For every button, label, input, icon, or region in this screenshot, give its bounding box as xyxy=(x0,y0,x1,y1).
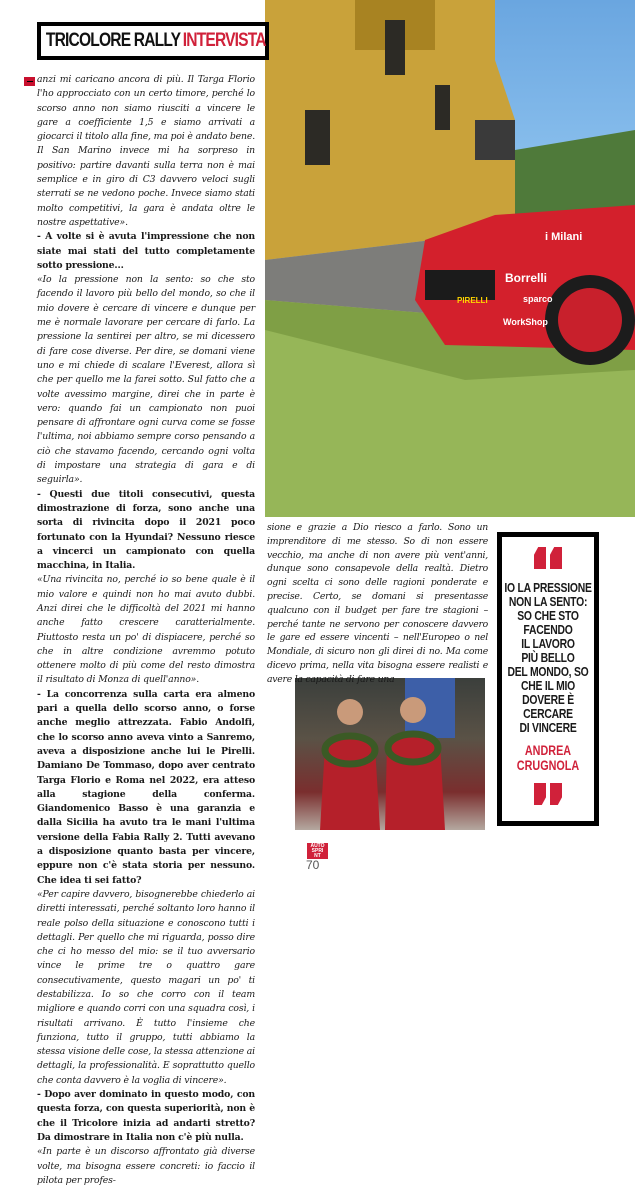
driver-head xyxy=(337,699,363,725)
rally-car-photo-illustration xyxy=(265,0,635,517)
question-paragraph: - Questi due titoli consecutivi, questa dimostrazione di forza, sono anche una sorta di rivincita dopo il 2021 poco fortunato con la Hyundai? Nessuno riesce a vincerci un campionato con quella macchina, in Italia. xyxy=(37,488,255,572)
question-paragraph: - Dopo aver dominato in questo modo, con questa forza, con questa superiorità, non è che il Tricolore inizia ad andarti stretto? Da dimostrare in Italia non c'è più nulla. xyxy=(37,1089,255,1143)
magazine-logo: AUTO SPRI NT xyxy=(307,843,328,859)
answer-paragraph: anzi mi caricano ancora di più. Il Targa Florio l'ho approcciato con un certo timore, perché lo scorso anno non siamo riusciti a vincere le gare a coefficiente 1,5 e siamo arrivati a giocarci il titolo alla fine, ma poi è andato bene. Il San Marino invece mi ha sorpreso in positivo: partire davanti sulla terra non è mai semplice e in giro di C3 davvero veloci sugli sterrati se ne vedono poche. Invece siamo stati molto competitivi, la gara è andata oltre le nostre aspettative». xyxy=(37,74,255,228)
sponsor-label: WorkShop xyxy=(503,317,548,327)
quote-close-icon xyxy=(502,783,594,805)
answer-paragraph: «Una rivincita no, perché io so bene quale è il mio valore e quindi non ho mai avuto dubbi. Anzi direi che le difficoltà del 2021 mi hanno anche fatto crescere caratterialmente. Piuttosto resta un po' di dispiacere, perché so che in altre condizione avremmo potuto ottenere molto di più come del resto dimostra il risultato di Monza di quell'anno». xyxy=(37,574,255,686)
codriver-head xyxy=(400,697,426,723)
answer-paragraph: sione e grazie a Dio riesco a farlo. Sono un imprenditore di me stesso. So di non essere vecchio, ma anche di non avere più vent'anni, dunque sono consapevole della realtà. Dietro ogni scelta ci sono delle ragioni ponderate e precise. Certo, se domani si presentasse qualcuno con il budget per fare tre stagioni – perché tante ne servono per conoscere davvero le gare ed essere vincenti – nell'Europeo o nel Mondiale, di sicuro non gli direi di no. Ma come dicevo prima, nella vita bisogna essere realisti e avere la capacità di fare una xyxy=(267,522,488,685)
sponsor-label: Borrelli xyxy=(505,271,548,285)
page-number: 70 xyxy=(306,858,320,872)
answer-paragraph: «Io la pressione non la sento: so che sto facendo il lavoro più bello del mondo, so che il mio dovere è cercare di vincere e dunque per me è normale lavorare per cercare di farlo. La pressione la sentirei per altro, se mi dicessero di fare cose diverse. Per dire, se domani viene uno e mi chiede di scalare l'Everest, allora sì che per quello me la farei sotto. Sul fatto che a volte avessimo margine, direi che in parte è vero: quando fai un campionato non puoi pensare di affrontare ogni curva come se fosse l'ultima, noi abbiamo sempre corso pensando a ciò che stavamo facendo, cercando ogni volta di impostare una strategia di gara e di seguirla». xyxy=(37,274,255,486)
quote-open-icon xyxy=(502,547,594,569)
rally-car-photo xyxy=(265,0,635,517)
window xyxy=(385,20,405,75)
podium-celebration-photo xyxy=(295,678,485,830)
pull-quote-text: IO LA PRESSIONE NON LA SENTO: SO CHE STO FACENDO IL LAVORO PIÙ BELLO DEL MONDO, SO CHE IL MIO DOVERE È CERCARE DI VINCERE xyxy=(504,580,592,735)
sponsor-label: sparco xyxy=(523,294,553,304)
answer-paragraph: «In parte è un discorso affrontato già diverse volte, ma bisogna essere concreti: io faccio il pilota per profes- xyxy=(37,1146,255,1186)
sponsor-label: PIRELLI xyxy=(457,296,488,305)
window xyxy=(435,85,450,130)
article-column-2 xyxy=(267,521,488,687)
pull-quote xyxy=(497,532,599,826)
section-title: TRICOLORE RALLY xyxy=(45,30,181,51)
sponsor-label: i Milani xyxy=(545,231,583,243)
section-header xyxy=(37,22,269,60)
article-column-1 xyxy=(37,73,255,1188)
pull-quote-author: ANDREA CRUGNOLA xyxy=(516,743,580,773)
podium-photo-illustration xyxy=(295,678,485,830)
answer-paragraph: «Per capire davvero, bisognerebbe chiederlo ai diretti interessati, perché soltanto loro hanno il reale polso della situazione e conoscono tutti i dettagli. Per quello che mi riguarda, posso dire che ci ho messo del mio: se il tuo avversario vince le prime tre o quattro gare consecutivamente, questo magari un po' ti destabilizza. Io so che corro con il team migliore e quando corri con una squadra così, i risultati arrivano. È tutto l'insieme che funziona, tutto il gruppo, tutti abbiamo la stessa visione delle cose, la stessa attenzione ai dettagli, la professionalità. E soprattutto quello che conta davvero è la voglia di vincere». xyxy=(37,888,255,1086)
question-paragraph: - La concorrenza sulla carta era almeno pari a quella dello scorso anno, o forse anche meglio attrezzata. Fabio Andolfi, che lo scorso anno aveva vinto a Sanremo, aveva a disposizione anche lui le Pirelli. Damiano De Tommaso, dopo aver centrato Targa Florio e Roma nel 2022, era atteso alla stagione della conferma. Giandomenico Basso è una garanzia e dalla Sicilia ha avuto tra le mani l'ultima versione della Fabia Rally 2. Tutti avevano a disposizione quanto basta per vincere, eppure non c'è stata storia per nessuno. Che idea ti sei fatto? xyxy=(37,688,255,886)
window xyxy=(305,110,330,165)
wheel-rim xyxy=(558,288,622,352)
section-category: INTERVISTA xyxy=(182,30,266,51)
driver-suit xyxy=(320,737,380,830)
continue-arrow-icon xyxy=(24,77,35,86)
balcony xyxy=(475,120,515,160)
question-paragraph: - A volte si è avuta l'impressione che non siate mai stati del tutto completamente sotto pressione... xyxy=(37,231,255,271)
